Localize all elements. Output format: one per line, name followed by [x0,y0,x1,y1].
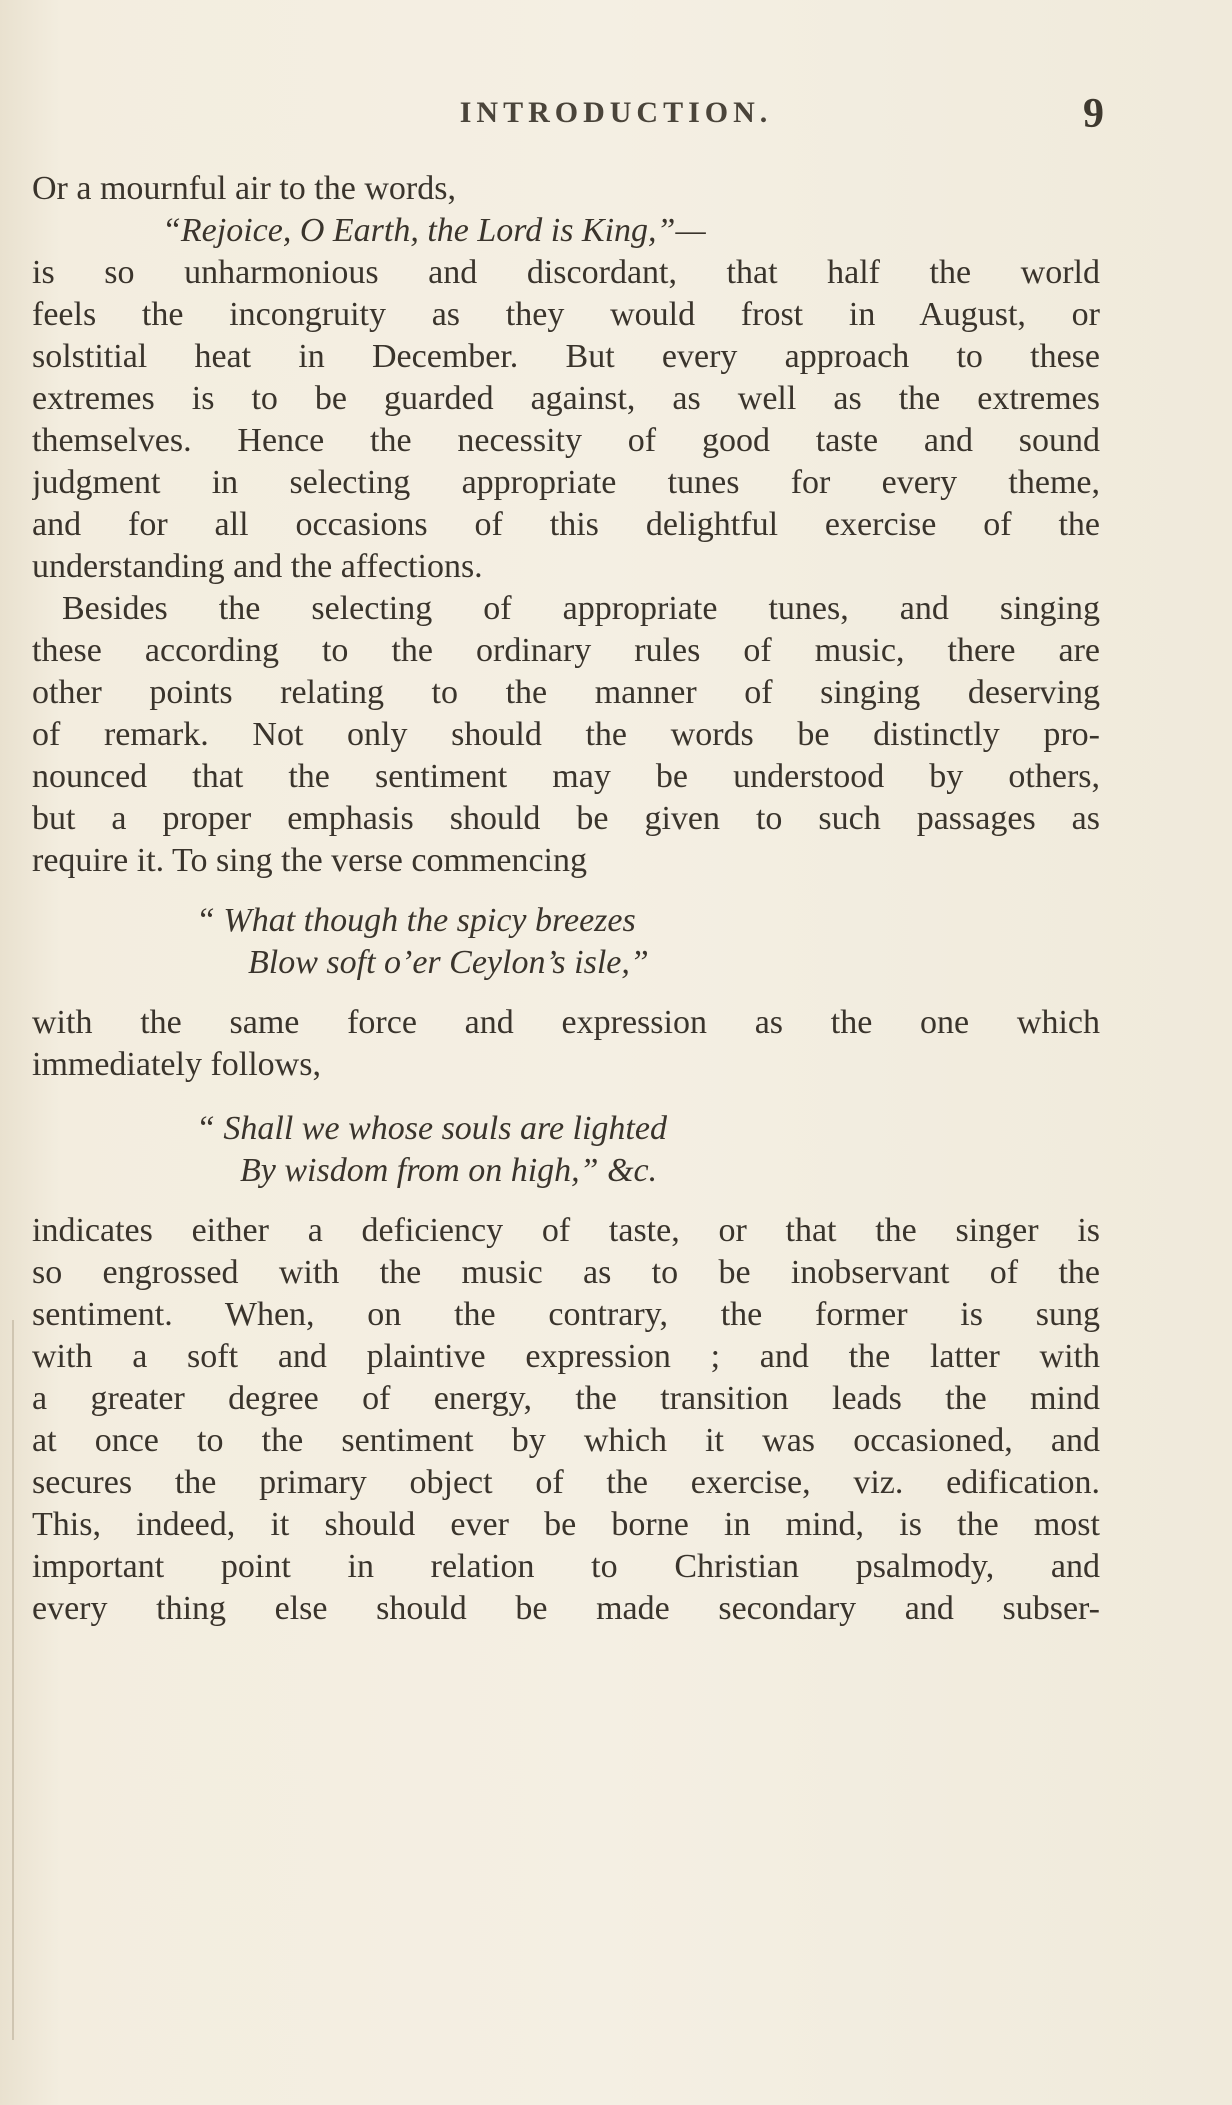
text-line: and for all occasions of this delightful exercise of the [32,506,1100,543]
text-line: sentiment. When, on the contrary, the former is sung [32,1296,1100,1333]
text-line: themselves. Hence the necessity of good taste and sound [32,422,1100,459]
text-line: these according to the ordinary rules of music, there are [32,632,1100,669]
verse-line: “ Shall we whose souls are lighted [196,1110,667,1147]
page-number: 9 [1083,91,1104,137]
body-text [32,168,1100,1630]
verse-line: Blow soft o’er Ceylon’s isle,” [248,944,649,981]
text-line: extremes is to be guarded against, as well as the extremes [32,380,1100,417]
text-line: require it. To sing the verse commencing [32,842,588,879]
verse-line: “ What though the spicy breezes [196,902,636,939]
page-header [0,91,1232,146]
text-line: nounced that the sentiment may be understood by others, [32,758,1100,795]
text-line: indicates either a deficiency of taste, or that the singer is [32,1212,1100,1249]
text-line: Or a mournful air to the words, [32,170,456,207]
text-line: is so unharmonious and discordant, that half the world [32,254,1100,291]
text-line: important point in relation to Christian psalmody, and [32,1548,1100,1585]
text-line: of remark. Not only should the words be distinctly pro- [32,716,1100,753]
text-line: with the same force and expression as the one which [32,1004,1100,1041]
text-line: feels the incongruity as they would frost in August, or [32,296,1100,333]
text-line: at once to the sentiment by which it was occasioned, and [32,1422,1100,1459]
margin-rule [12,1320,14,2040]
text-line: but a proper emphasis should be given to such passages as [32,800,1100,837]
text-line: secures the primary object of the exercise, viz. edification. [32,1464,1100,1501]
quote-line: “Rejoice, O Earth, the Lord is King,”— [162,212,706,249]
text-line: every thing else should be made secondary and subser- [32,1590,1100,1627]
text-line: solstitial heat in December. But every approach to these [32,338,1100,375]
text-line: so engrossed with the music as to be inobservant of the [32,1254,1100,1291]
running-head: INTRODUCTION. [459,96,773,129]
text-line: understanding and the affections. [32,548,483,585]
text-line: judgment in selecting appropriate tunes for every theme, [32,464,1100,501]
text-line: immediately follows, [32,1046,321,1083]
text-line: Besides the selecting of appropriate tunes, and singing [62,590,1100,627]
text-line: with a soft and plaintive expression ; and the latter with [32,1338,1100,1375]
text-line: other points relating to the manner of singing deserving [32,674,1100,711]
verse-line: By wisdom from on high,” &c. [240,1152,658,1189]
text-line: a greater degree of energy, the transition leads the mind [32,1380,1100,1417]
text-line: This, indeed, it should ever be borne in mind, is the most [32,1506,1100,1543]
